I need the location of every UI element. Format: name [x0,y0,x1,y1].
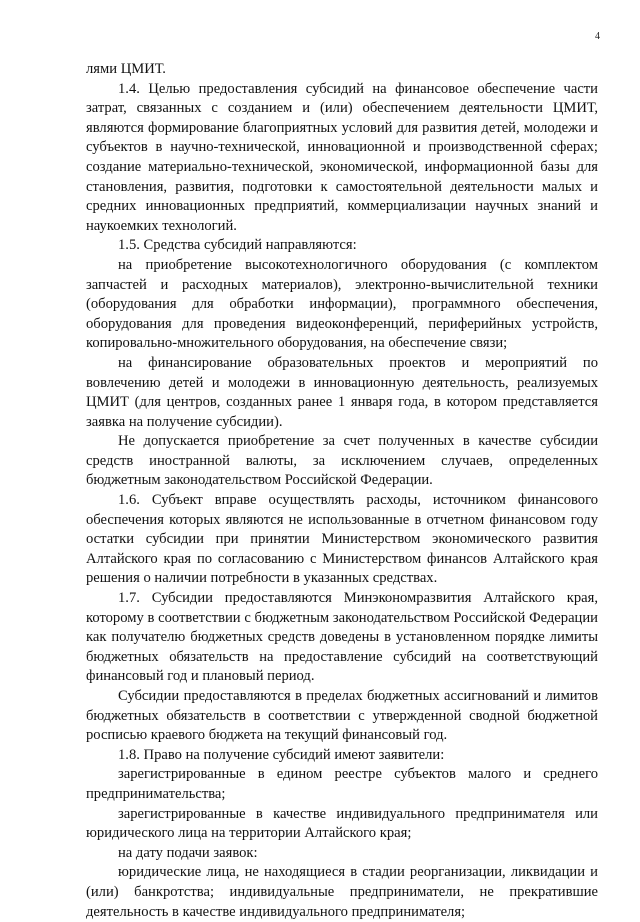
paragraph-budget-limits: Субсидии предоставляются в пределах бюджетных ассигнований и лимитов бюджетных обязательств в соответствии с утвержденной сводной бюджетной росписью краевого бюджета на текущий финансовый год. [86,688,598,744]
paragraph-legal-status: юридические лица, не находящиеся в стадии реорганизации, ликвидации и (или) банкротства; индивидуальные предприниматели, не прекратившие деятельность в качестве индивидуального предпринимателя; [86,864,598,920]
paragraph-educational-projects: на финансирование образовательных проектов и мероприятий по вовлечению детей и молодежи в инновационную деятельность, реализуемых ЦМИТ (для центров, созданных ранее 1 января года, в котором представляется заявка на получение субсидии). [86,354,598,430]
paragraph-continuation: лями ЦМИТ. [86,61,166,77]
paragraph-application-date: на дату подачи заявок: [118,844,258,861]
paragraph-1-4-goal: 1.4. Целью предоставления субсидий на финансовое обеспечение части затрат, связанных с созданием и (или) обеспечением деятельности ЦМИТ, являются формирование благоприятных условий для развития детей, молодежи и субъектов в научно-технической, инновационной и производственной сферах; создание материально-технической, экономической, информационной базы для становления, развития, подготовки к самостоятельной деятельности малых и средних инновационных предприятий, коммерциализации научных знаний и наукоемких технологий. [86,80,598,234]
paragraph-registration-requirement: зарегистрированные в качестве индивидуального предпринимателя или юридического лица на территории Алтайского края; [86,805,598,842]
paragraph-1-8-eligibility: 1.8. Право на получение субсидий имеют заявители: [118,746,445,763]
paragraph-1-5-heading: 1.5. Средства субсидий направляются: [118,237,357,254]
paragraph-1-7-provider: 1.7. Субсидии предоставляются Минэкономразвития Алтайского края, которому в соответствии с бюджетным законодательством Российской Федерации как получателю бюджетных средств доведены в установленном порядке лимиты бюджетных обязательств на предоставление субсидий на соответствующий финансовый год и плановый период. [86,590,598,685]
paragraph-currency-restriction: Не допускается приобретение за счет полученных в качестве субсидии средств иностранной валюты, за исключением случаев, определенных бюджетным законодательством Российской Федерации. [86,433,598,489]
page-number: 4 [595,31,600,42]
paragraph-equipment-purchase: на приобретение высокотехнологичного оборудования (с комплектом запчастей и расходных материалов), электронно-вычислительной техники (оборудования для обработки информации), программного обеспечения, оборудования для проведения видеоконференций, периферийных устройств, копировально-множительного оборудования, на обеспечение связи; [86,256,598,352]
paragraph-1-6-expenses: 1.6. Субъект вправе осуществлять расходы, источником финансового обеспечения которых являются не использованные в отчетном финансовом году остатки субсидии при принятии Министерством экономического развития Алтайского края по согласованию с Министерством финансов Алтайского края решения о наличии потребности в указанных средствах. [86,492,598,587]
document-body [86,60,598,922]
paragraph-registry-requirement: зарегистрированные в едином реестре субъектов малого и среднего предпринимательства; [86,766,598,802]
